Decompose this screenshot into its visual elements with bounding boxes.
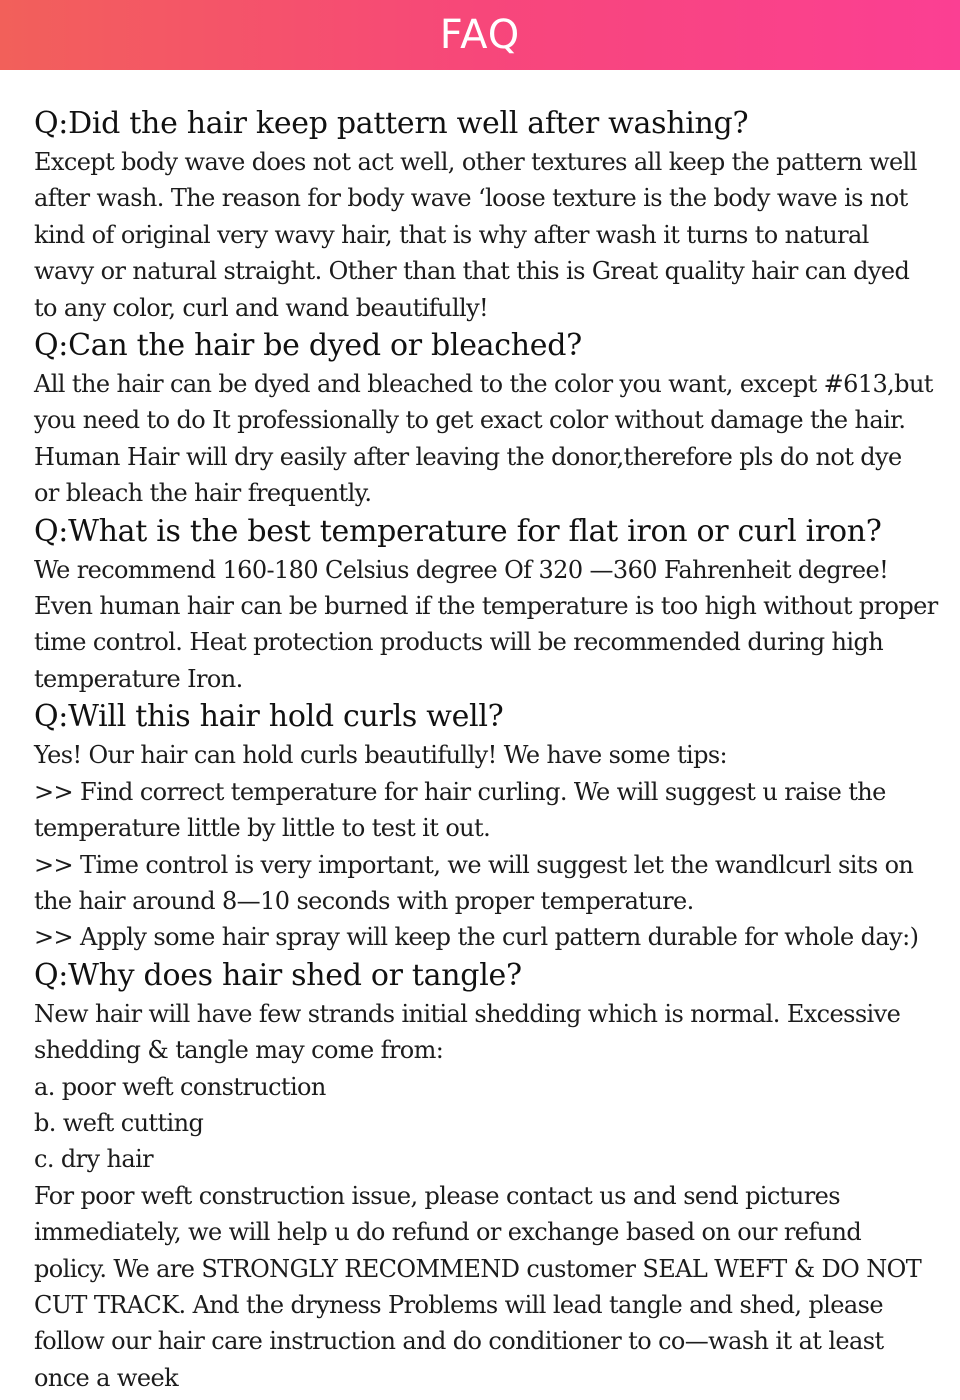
faq-answer-line: temperature Iron. [34,664,243,693]
faq-answer-line: New hair will have few strands initial shedding which is normal. Excessive [34,999,901,1028]
faq-answer-line: you need to do It professionally to get exact color without damage the hair. [34,406,906,435]
faq-answer-line: a. poor weft construction [34,1072,326,1101]
faq-answer-line: follow our hair care instruction and do conditioner to co—wash it at least [34,1327,884,1356]
faq-answer-line: >> Apply some hair spray will keep the curl pattern durable for whole day:) [34,923,919,952]
faq-answer-line: kind of original very wavy hair, that is why after wash it turns to natural [34,220,869,249]
faq-item-washing [34,104,944,326]
faq-answer-line: time control. Heat protection products will be recommended during high [34,628,884,657]
faq-answer-line: once a week [34,1363,179,1392]
faq-answer-line: Except body wave does not act well, other textures all keep the pattern well [34,148,917,176]
faq-answer-line: b. weft cutting [34,1108,204,1137]
faq-item-dye [34,326,944,512]
faq-answer-line: For poor weft construction issue, please contact us and send pictures [34,1181,840,1210]
faq-answer-line: to any color, curl and wand beautifully! [34,293,489,322]
faq-answer-line: All the hair can be dyed and bleached to the color you want, except #613,but [34,370,933,399]
faq-question: Q:Will this hair hold curls well? [34,699,504,735]
faq-answer-line: Even human hair can be burned if the temperature is too high without proper [34,592,938,621]
faq-answer-line: or bleach the hair frequently. [34,479,372,508]
faq-answer-line: >> Time control is very important, we will suggest let the wandlcurl sits on [34,850,914,879]
faq-question: Q:Did the hair keep pattern well after washing? [34,106,749,141]
faq-answer-line: >> Find correct temperature for hair curling. We will suggest u raise the [34,777,886,806]
faq-answer-line: We recommend 160-180 Celsius degree Of 320 —360 Fahrenheit degree! [34,555,889,584]
faq-answer-line: the hair around 8—10 seconds with proper temperature. [34,886,694,915]
faq-item-shed-tangle [34,956,944,1396]
faq-question: Q:Can the hair be dyed or bleached? [34,328,582,364]
faq-answer-line: shedding & tangle may come from: [34,1036,444,1065]
page-title: FAQ [439,12,521,58]
faq-answer-line: temperature little by little to test it out. [34,814,491,843]
faq-answer-line: wavy or natural straight. Other than that this is Great quality hair can dyed [34,257,910,286]
faq-question: Q:Why does hair shed or tangle? [34,957,522,993]
faq-item-temperature [34,512,944,698]
faq-answer-line: Yes! Our hair can hold curls beautifully! We have some tips: [34,741,728,770]
faq-answer-line: policy. We are STRONGLY RECOMMEND customer SEAL WEFT & DO NOT [34,1254,922,1283]
faq-question: Q:What is the best temperature for flat iron or curl iron? [34,513,882,549]
faq-answer-line: c. dry hair [34,1145,154,1174]
faq-answer-line: immediately, we will help u do refund or exchange based on our refund [34,1218,862,1247]
faq-answer-line: Human Hair will dry easily after leaving the donor,therefore pls do not dye [34,442,902,471]
faq-item-curls [34,697,944,955]
faq-answer-line: after wash. The reason for body wave ‘loose texture is the body wave is not [34,184,908,213]
faq-list [34,104,944,1396]
faq-answer-line: CUT TRACK. And the dryness Problems will lead tangle and shed, please [34,1290,883,1319]
faq-header-banner [0,0,960,70]
